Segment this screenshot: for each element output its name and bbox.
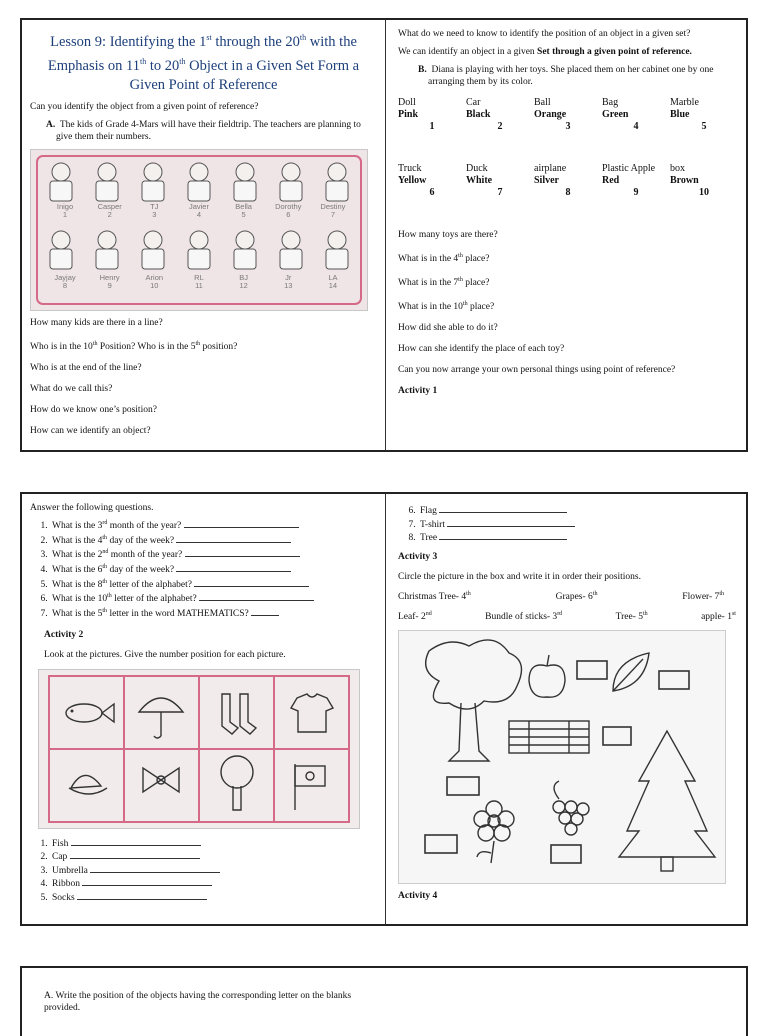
- christmas-tree-icon: [619, 731, 715, 871]
- cap-icon: [69, 775, 107, 794]
- kid-label: BJ 12: [239, 272, 248, 290]
- kid-label: Casper 2: [97, 201, 122, 219]
- toy-name: Bag: [602, 97, 619, 108]
- toy-num: 6: [429, 187, 435, 198]
- toy-name: Marble: [670, 97, 699, 108]
- activity-3-label: Bundle of sticks- 3rd: [485, 610, 563, 622]
- umbrella-icon: [139, 698, 183, 738]
- bundle-of-sticks-icon: [509, 721, 589, 753]
- worksheet-page-1: [20, 18, 748, 452]
- answer-blank[interactable]: [90, 864, 220, 873]
- kid-figure: [96, 163, 118, 201]
- toy-name: Plastic Apple: [602, 163, 656, 174]
- kid-label: Bella 5: [235, 201, 252, 219]
- worksheet-page-3: [20, 966, 748, 1036]
- toy-name: airplane: [534, 163, 567, 174]
- kid-figure: [234, 163, 256, 201]
- question-item: 5. What is the 8th letter of the alphabet?: [50, 577, 377, 592]
- answer-blank[interactable]: [447, 518, 575, 527]
- answer-blank[interactable]: [77, 891, 207, 900]
- toy-color: Orange: [534, 109, 567, 120]
- kid-label: Destiny 7: [320, 201, 346, 219]
- kids-row-1-labels: [43, 203, 355, 219]
- list-item: 5. Socks: [50, 891, 377, 905]
- toy-name: Ball: [534, 97, 551, 108]
- answer-blank[interactable]: [176, 563, 291, 572]
- list-item: 2. Cap: [50, 850, 377, 864]
- answer-blank[interactable]: [70, 850, 200, 859]
- toy-num: 10: [699, 187, 709, 198]
- toys-row-1: [398, 97, 738, 133]
- kid-label: Jayjay 8: [54, 272, 76, 290]
- answer-box[interactable]: [425, 835, 457, 853]
- question-item: 7. What is the 5th letter in the word MATHEMATICS?: [50, 606, 377, 621]
- grapes-icon: [553, 781, 589, 835]
- kid-figure: [280, 231, 302, 269]
- kid-label: TJ 3: [150, 201, 159, 219]
- kid-figure: [280, 163, 302, 201]
- activity-1-heading: Activity 1: [398, 386, 438, 397]
- toy-color: Green: [602, 109, 629, 120]
- question-10th-5th: Who is in the 10th Position? Who is in the 5th position?: [30, 340, 238, 352]
- toy-color: Blue: [670, 109, 690, 120]
- toy-color: Black: [466, 109, 491, 120]
- tree-icon: [221, 756, 253, 810]
- list-item: 4. Ribbon: [50, 877, 377, 891]
- question-item: 1. What is the 3rd month of the year?: [50, 518, 377, 533]
- activity-3-label: Leaf- 2nd: [398, 610, 432, 622]
- question-item: 6. What is the 10th letter of the alphabet?: [50, 591, 377, 606]
- toy-color: Yellow: [398, 175, 427, 186]
- activity-3-row-1: [398, 591, 738, 602]
- activity-4-heading: Activity 4: [398, 890, 438, 901]
- answer-box[interactable]: [551, 845, 581, 863]
- activity-3-picture-box: [398, 630, 726, 884]
- tshirt-icon: [291, 694, 333, 732]
- list-item: 8. Tree: [418, 531, 738, 545]
- lesson-title: Lesson 9: Identifying the 1st through the 20th with the Emphasis on 11th to 20th Object in a Given Set Form a Given Point of Reference: [47, 33, 360, 93]
- toy-color: White: [466, 175, 493, 186]
- activity-3-label: Flower- 7th: [682, 590, 724, 602]
- right-items-list: [398, 504, 738, 545]
- answer-box[interactable]: [659, 671, 689, 689]
- toy-num: 9: [633, 187, 639, 198]
- right-questions: How many toys are there? What is in the 4th place? What is in the 7th place? What is in the 10th place? How did she able to do it? How can she identify the place of each toy? Can you now arrange your own personal things using point of reference? Activity 1: [398, 229, 738, 397]
- right-intro-question: What do we need to know to identify the position of an object in a given set?: [398, 29, 691, 39]
- toy-color: Brown: [670, 175, 699, 186]
- toy-name: Truck: [398, 163, 422, 174]
- toy-num: 1: [429, 121, 435, 132]
- kid-figure: [142, 163, 164, 201]
- kid-figure: [142, 231, 164, 269]
- flower-icon: [474, 801, 514, 863]
- list-item: 6. Flag: [418, 504, 738, 518]
- page3-instruction: A. Write the position of the objects having the corresponding letter on the blanks provided.: [44, 991, 352, 1013]
- kid-figure: [326, 231, 348, 269]
- answer-blank[interactable]: [71, 837, 201, 846]
- kid-label: Jr 13: [284, 272, 293, 290]
- toy-num: 4: [633, 121, 639, 132]
- toy-name: box: [670, 163, 685, 174]
- kid-figure: [50, 231, 72, 269]
- page1-left-column: [22, 20, 386, 450]
- toy-name: Doll: [398, 97, 416, 108]
- left-questions: How many kids are there in a line? Who is in the 10th Position? Who is in the 5th position? Who is at the end of the line? What do we call this? How do we know one’s position? How can we identify an object?: [30, 317, 377, 437]
- kid-label: LA 14: [328, 272, 338, 290]
- toy-name: Duck: [466, 163, 488, 174]
- toys-row-2: [398, 163, 738, 199]
- answer-blank[interactable]: [185, 548, 300, 557]
- list-item: 7. T-shirt: [418, 518, 738, 532]
- kids-row-2: [50, 231, 348, 269]
- questions-list: [30, 518, 377, 621]
- activity-2-list: [30, 837, 377, 905]
- kid-label: RL 11: [194, 272, 204, 290]
- intro-question: Can you identify the object from a given point of reference?: [30, 101, 259, 112]
- worksheet-page-2: [20, 492, 748, 926]
- flag-icon: [295, 764, 325, 810]
- tree-icon: [426, 640, 522, 761]
- activity-2-heading: Activity 2: [44, 629, 84, 640]
- kid-figure: [188, 163, 210, 201]
- kid-label: Javier 4: [188, 201, 209, 219]
- kids-row-1: [50, 163, 348, 201]
- kid-figure: [188, 231, 210, 269]
- kid-figure: [326, 163, 348, 201]
- item-b: B. Diana is playing with her toys. She placed them on her cabinet one by one arranging them by its color.: [418, 65, 714, 87]
- question-item: 3. What is the 2nd month of the year?: [50, 547, 377, 562]
- activity-2-instruction: Look at the pictures. Give the number position for each picture.: [44, 649, 286, 660]
- activity-3-label: Tree- 5th: [615, 610, 648, 622]
- activity-3-label: Grapes- 6th: [555, 590, 598, 602]
- toy-num: 5: [701, 121, 707, 132]
- kid-label: Arion 10: [145, 272, 164, 290]
- toy-num: 8: [565, 187, 571, 198]
- activity-3-label: apple- 1st: [701, 610, 736, 622]
- answer-blank[interactable]: [176, 534, 291, 543]
- kid-figure: [50, 163, 72, 201]
- list-item: 1. Fish: [50, 837, 377, 851]
- answer-blank[interactable]: [194, 578, 309, 587]
- answer-blank[interactable]: [199, 592, 314, 601]
- activity-3-heading: Activity 3: [398, 551, 438, 562]
- answer-box[interactable]: [577, 661, 607, 679]
- activity-2-picture-grid: [38, 669, 360, 829]
- toy-color: Pink: [398, 109, 419, 120]
- answer-blank[interactable]: [82, 877, 212, 886]
- kid-figure: [96, 231, 118, 269]
- activity-3-label: Christmas Tree- 4th: [398, 590, 471, 602]
- apple-icon: [529, 655, 565, 697]
- toy-num: 7: [497, 187, 503, 198]
- question-item: 2. What is the 4th day of the week?: [50, 533, 377, 548]
- kid-label: Inigo 1: [56, 201, 74, 219]
- toy-color: Silver: [534, 175, 559, 186]
- item-a: A. The kids of Grade 4-Mars will have their fieldtrip. The teachers are planning to give them their numbers.: [46, 119, 361, 142]
- answer-blank[interactable]: [251, 607, 279, 616]
- fish-icon: [66, 704, 114, 722]
- activity-3-illustration: [399, 631, 725, 883]
- kid-label: Dorothy 6: [275, 201, 302, 219]
- question-item: 4. What is the 6th day of the week?: [50, 562, 377, 577]
- answer-heading: Answer the following questions.: [30, 503, 154, 513]
- ribbon-icon: [143, 768, 179, 792]
- socks-icon: [222, 694, 256, 734]
- toy-color: Red: [602, 175, 620, 186]
- kid-label: Henry 9: [99, 272, 120, 290]
- leaf-icon: [613, 653, 649, 691]
- page2-left-column: [22, 494, 386, 924]
- page1-right-column: [386, 20, 748, 450]
- answer-blank[interactable]: [439, 531, 567, 540]
- kid-figure: [234, 231, 256, 269]
- toy-num: 3: [565, 121, 571, 132]
- activity-3-row-2: [398, 611, 738, 622]
- kids-lineup-photo: [30, 149, 368, 311]
- toy-num: 2: [497, 121, 503, 132]
- picture-grid-illustration: [39, 670, 359, 828]
- kids-row-2-labels: [43, 274, 355, 290]
- right-answer: We can identify an object in a given Set through a given point of reference.: [398, 47, 692, 57]
- list-item: 3. Umbrella: [50, 864, 377, 878]
- answer-blank[interactable]: [184, 519, 299, 528]
- answer-blank[interactable]: [439, 504, 567, 513]
- answer-box[interactable]: [603, 727, 631, 745]
- toy-name: Car: [466, 97, 481, 108]
- activity-3-instruction: Circle the picture in the box and write it in order their positions.: [398, 571, 641, 582]
- answer-box[interactable]: [447, 777, 479, 795]
- page2-right-column: [386, 494, 748, 924]
